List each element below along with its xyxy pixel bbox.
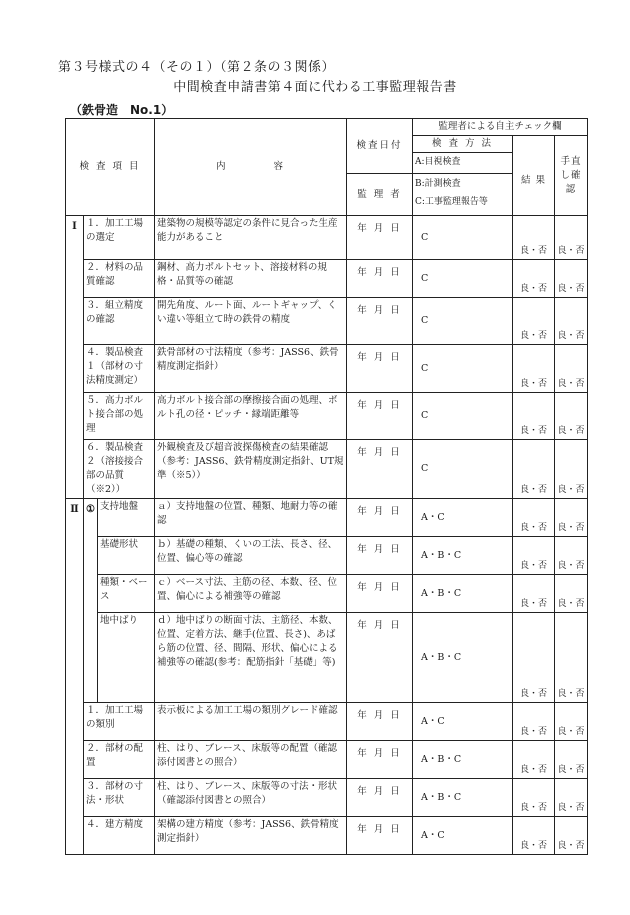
form-number: 第３号様式の４（その１）（第２条の３関係） bbox=[58, 60, 336, 75]
inspection-date: 年 月 日 bbox=[347, 537, 413, 575]
inspection-item: ４．製品検査１（部材の寸法精度測定） bbox=[84, 345, 155, 393]
inspection-date: 年 月 日 bbox=[347, 575, 413, 613]
header-date: 検査日付 bbox=[347, 119, 413, 174]
inspection-content: 開先角度、ルート面、ルートギャップ、くい違い等組立て時の鉄骨の精度 bbox=[155, 298, 347, 345]
method-a: A:目視検査 bbox=[415, 157, 461, 167]
foundation-item: 地中ばり bbox=[98, 613, 155, 703]
section-label: Ⅰ bbox=[66, 216, 84, 499]
fix-check: 良・否 bbox=[555, 440, 588, 499]
inspection-content: ｂ）基礎の種類、くいの工法、長さ、径、位置、偏心等の確認 bbox=[155, 537, 347, 575]
inspection-item: １．加工工場の選定 bbox=[84, 216, 155, 260]
inspection-content: 柱、はり、ブレース、床版等の配置（確認添付図書との照合） bbox=[155, 741, 347, 779]
fix-check: 良・否 bbox=[555, 703, 588, 741]
header-result bbox=[513, 136, 555, 216]
header-item: 検 査 項 目 bbox=[66, 119, 155, 216]
inspection-method: C bbox=[413, 345, 513, 393]
fix-check: 良・否 bbox=[555, 613, 588, 703]
result-check: 良・否 bbox=[513, 537, 555, 575]
header-method bbox=[413, 136, 513, 174]
inspection-content: ａ）支持地盤の位置、種類、地耐力等の確認 bbox=[155, 499, 347, 537]
inspection-content: 表示板による加工工場の類別グレード確認 bbox=[155, 703, 347, 741]
inspection-method: C bbox=[413, 216, 513, 260]
inspection-content: 柱、はり、ブレース、床版等の寸法・形状（確認添付図書との照合） bbox=[155, 779, 347, 817]
table-row bbox=[66, 345, 588, 393]
header-fix bbox=[555, 136, 588, 216]
table-row bbox=[66, 393, 588, 440]
header-supervisor: 監 理 者 bbox=[347, 174, 413, 216]
inspection-date: 年 月 日 bbox=[347, 703, 413, 741]
inspection-date: 年 月 日 bbox=[347, 440, 413, 499]
result-check: 良・否 bbox=[513, 741, 555, 779]
inspection-report-table bbox=[65, 118, 588, 855]
inspection-method: A・B・C bbox=[413, 613, 513, 703]
inspection-content: ｄ）地中ばりの断面寸法、主筋径、本数、位置、定着方法、継手(位置、長さ)、あばら筋の位置、径、間隔、形状、偏心による補強等の確認(参考：配筋指針「基礎」等) bbox=[155, 613, 347, 703]
inspection-item: ４．建方精度 bbox=[84, 817, 155, 855]
fix-check: 良・否 bbox=[555, 817, 588, 855]
fix-check: 良・否 bbox=[555, 575, 588, 613]
structure-label: （鉄骨造 No.1） bbox=[70, 103, 174, 117]
foundation-item: 基礎形状 bbox=[98, 537, 155, 575]
inspection-content: ｃ）ベース寸法、主筋の径、本数、径、位置、偏心による補強等の確認 bbox=[155, 575, 347, 613]
result-check: 良・否 bbox=[513, 499, 555, 537]
inspection-method: A・C bbox=[413, 499, 513, 537]
result-check: 良・否 bbox=[513, 260, 555, 298]
inspection-item: ６．製品検査２（溶接接合部の品質（※2）） bbox=[84, 440, 155, 499]
inspection-content: 外観検査及び超音波探傷検査の結果確認（参考：JASS6、鉄骨精度測定指針、UT規準（※5）） bbox=[155, 440, 347, 499]
inspection-date: 年 月 日 bbox=[347, 345, 413, 393]
result-check: 良・否 bbox=[513, 817, 555, 855]
inspection-content: 建築物の規模等認定の条件に見合った生産能力があること bbox=[155, 216, 347, 260]
result-check: 良・否 bbox=[513, 216, 555, 260]
foundation-item: 種類・ベース bbox=[98, 575, 155, 613]
inspection-content: 鋼材、高力ボルトセット、溶接材料の規格・品質等の確認 bbox=[155, 260, 347, 298]
result-check: 良・否 bbox=[513, 298, 555, 345]
inspection-item: ３．部材の寸法・形状 bbox=[84, 779, 155, 817]
header-self-check: 監理者による自主チェック欄 bbox=[413, 119, 588, 136]
inspection-method: C bbox=[413, 298, 513, 345]
fix-check: 良・否 bbox=[555, 345, 588, 393]
header-method-title: 検 査 方 法 bbox=[413, 136, 512, 153]
inspection-date: 年 月 日 bbox=[347, 779, 413, 817]
fix-check: 良・否 bbox=[555, 779, 588, 817]
method-b: B:計測検査 bbox=[415, 179, 461, 189]
inspection-method: A・B・C bbox=[413, 537, 513, 575]
fix-check: 良・否 bbox=[555, 298, 588, 345]
header-method-list bbox=[413, 174, 513, 216]
inspection-date: 年 月 日 bbox=[347, 499, 413, 537]
inspection-date: 年 月 日 bbox=[347, 216, 413, 260]
result-check: 良・否 bbox=[513, 779, 555, 817]
table-row bbox=[66, 499, 588, 537]
inspection-method: C bbox=[413, 260, 513, 298]
section-label: Ⅱ bbox=[66, 499, 84, 855]
inspection-content: 鉄骨部材の寸法精度（参考：JASS6、鉄骨精度測定指針） bbox=[155, 345, 347, 393]
foundation-item: 支持地盤 bbox=[98, 499, 155, 537]
table-row bbox=[66, 703, 588, 741]
inspection-item: ３．組立精度の確認 bbox=[84, 298, 155, 345]
table-row bbox=[66, 741, 588, 779]
table-row bbox=[66, 575, 588, 613]
table-row bbox=[66, 440, 588, 499]
header-result-label: 結 果 bbox=[521, 174, 547, 186]
inspection-content: 架構の建方精度（参考：JASS6、鉄骨精度測定指針） bbox=[155, 817, 347, 855]
table-row bbox=[66, 216, 588, 260]
inspection-method: A・B・C bbox=[413, 741, 513, 779]
result-check: 良・否 bbox=[513, 613, 555, 703]
inspection-date: 年 月 日 bbox=[347, 298, 413, 345]
inspection-method: C bbox=[413, 393, 513, 440]
fix-check: 良・否 bbox=[555, 537, 588, 575]
inspection-date: 年 月 日 bbox=[347, 260, 413, 298]
inspection-item: ２．材料の品質確認 bbox=[84, 260, 155, 298]
result-check: 良・否 bbox=[513, 393, 555, 440]
table-row bbox=[66, 779, 588, 817]
method-c: C:工事監理報告等 bbox=[415, 197, 488, 207]
inspection-method: A・B・C bbox=[413, 575, 513, 613]
inspection-method: A・C bbox=[413, 703, 513, 741]
fix-check: 良・否 bbox=[555, 741, 588, 779]
fix-check: 良・否 bbox=[555, 260, 588, 298]
inspection-method: A・C bbox=[413, 817, 513, 855]
inspection-item: ５．高力ボルト接合部の処理 bbox=[84, 393, 155, 440]
result-check: 良・否 bbox=[513, 703, 555, 741]
sub-section-label: ① bbox=[84, 499, 98, 703]
table-row bbox=[66, 260, 588, 298]
document-title: 中間検査申請書第４面に代わる工事監理報告書 bbox=[173, 80, 457, 95]
result-check: 良・否 bbox=[513, 345, 555, 393]
inspection-content: 高力ボルト接合部の摩擦接合面の処理、ボルト孔の径・ピッチ・縁端距離等 bbox=[155, 393, 347, 440]
result-check: 良・否 bbox=[513, 440, 555, 499]
inspection-method: C bbox=[413, 440, 513, 499]
inspection-item: ２．部材の配置 bbox=[84, 741, 155, 779]
fix-check: 良・否 bbox=[555, 393, 588, 440]
inspection-date: 年 月 日 bbox=[347, 393, 413, 440]
result-check: 良・否 bbox=[513, 575, 555, 613]
table-row bbox=[66, 537, 588, 575]
table-row bbox=[66, 817, 588, 855]
fix-check: 良・否 bbox=[555, 499, 588, 537]
fix-check: 良・否 bbox=[555, 216, 588, 260]
header-content: 内 容 bbox=[155, 119, 347, 216]
inspection-item: １．加工工場の類別 bbox=[84, 703, 155, 741]
table-row bbox=[66, 298, 588, 345]
header-fix-label: 手直し確 認 bbox=[560, 155, 582, 195]
inspection-date: 年 月 日 bbox=[347, 817, 413, 855]
inspection-date: 年 月 日 bbox=[347, 613, 413, 703]
inspection-date: 年 月 日 bbox=[347, 741, 413, 779]
inspection-method: A・B・C bbox=[413, 779, 513, 817]
table-row bbox=[66, 613, 588, 703]
